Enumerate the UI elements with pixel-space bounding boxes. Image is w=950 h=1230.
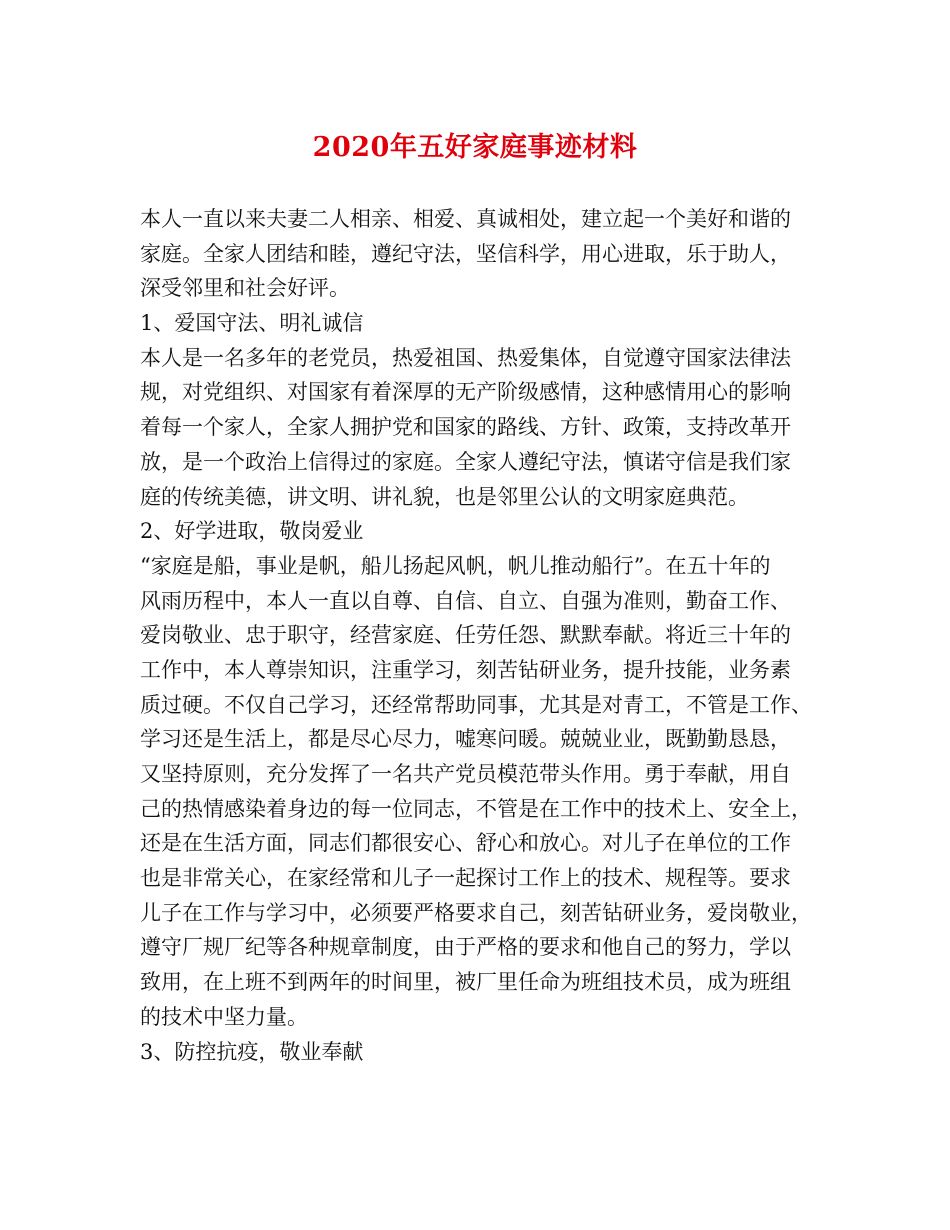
text-line: 着每一个家人，全家人拥护党和国家的路线、方针、政策，支持改革开 bbox=[140, 415, 791, 440]
text-line: 遵守厂规厂纪等各种规章制度，由于严格的要求和他自己的努力，学以 bbox=[140, 935, 791, 960]
text-line: 学习还是生活上，都是尽心尽力，嘘寒问暖。兢兢业业，既勤勤恳恳， bbox=[140, 727, 791, 752]
text-line: 本人是一名多年的老党员，热爱祖国、热爱集体，自觉遵守国家法律法 bbox=[140, 345, 791, 370]
text-line: 也是非常关心，在家经常和儿子一起探讨工作上的技术、规程等。要求 bbox=[140, 866, 791, 891]
text-line: “家庭是船，事业是帆，船儿扬起风帆，帆儿推动船行”。在五十年的 bbox=[140, 553, 771, 578]
text-line: 深受邻里和社会好评。 bbox=[140, 276, 350, 301]
document-title: 2020年五好家庭事迹材料 bbox=[312, 132, 638, 163]
section-heading-2: 2、好学进取，敬岗爱业 bbox=[140, 519, 364, 544]
section-heading-1: 1、爱国守法、明礼诚信 bbox=[140, 311, 364, 336]
text-line: 本人一直以来夫妻二人相亲、相爱、真诚相处，建立起一个美好和谐的 bbox=[140, 207, 791, 231]
text-line: 儿子在工作与学习中，必须要严格要求自己，刻苦钻研业务，爱岗敬业， bbox=[140, 900, 812, 925]
text-line: 质过硬。不仅自己学习，还经常帮助同事，尤其是对青工，不管是工作、 bbox=[140, 692, 812, 717]
text-line: 还是在生活方面，同志们都很安心、舒心和放心。对儿子在单位的工作 bbox=[140, 831, 791, 856]
text-line: 规，对党组织、对国家有着深厚的无产阶级感情，这种感情用心的影响 bbox=[140, 380, 791, 405]
section-heading-3: 3、防控抗疫，敬业奉献 bbox=[140, 1039, 364, 1064]
text-line: 的技术中坚力量。 bbox=[140, 1004, 308, 1029]
document-body bbox=[140, 202, 820, 1069]
text-line: 庭的传统美德，讲文明、讲礼貌，也是邻里公认的文明家庭典范。 bbox=[140, 484, 749, 509]
text-line: 致用，在上班不到两年的时间里，被厂里任命为班组技术员，成为班组 bbox=[140, 970, 791, 995]
text-line: 风雨历程中，本人一直以自尊、自信、自立、自强为准则，勤奋工作、 bbox=[140, 588, 791, 613]
text-line: 己的热情感染着身边的每一位同志，不管是在工作中的技术上、安全上， bbox=[140, 796, 812, 821]
text-line: 爱岗敬业、忠于职守，经营家庭、任劳任怨、默默奉献。将近三十年的 bbox=[140, 623, 791, 648]
text-line: 工作中，本人尊崇知识，注重学习，刻苦钻研业务，提升技能，业务素 bbox=[140, 657, 791, 682]
text-line: 家庭。全家人团结和睦，遵纪守法，坚信科学，用心进取，乐于助人， bbox=[140, 241, 791, 266]
text-line: 放，是一个政治上信得过的家庭。全家人遵纪守法，慎诺守信是我们家 bbox=[140, 449, 791, 474]
text-line: 又坚持原则，充分发挥了一名共产党员模范带头作用。勇于奉献，用自 bbox=[140, 762, 791, 786]
